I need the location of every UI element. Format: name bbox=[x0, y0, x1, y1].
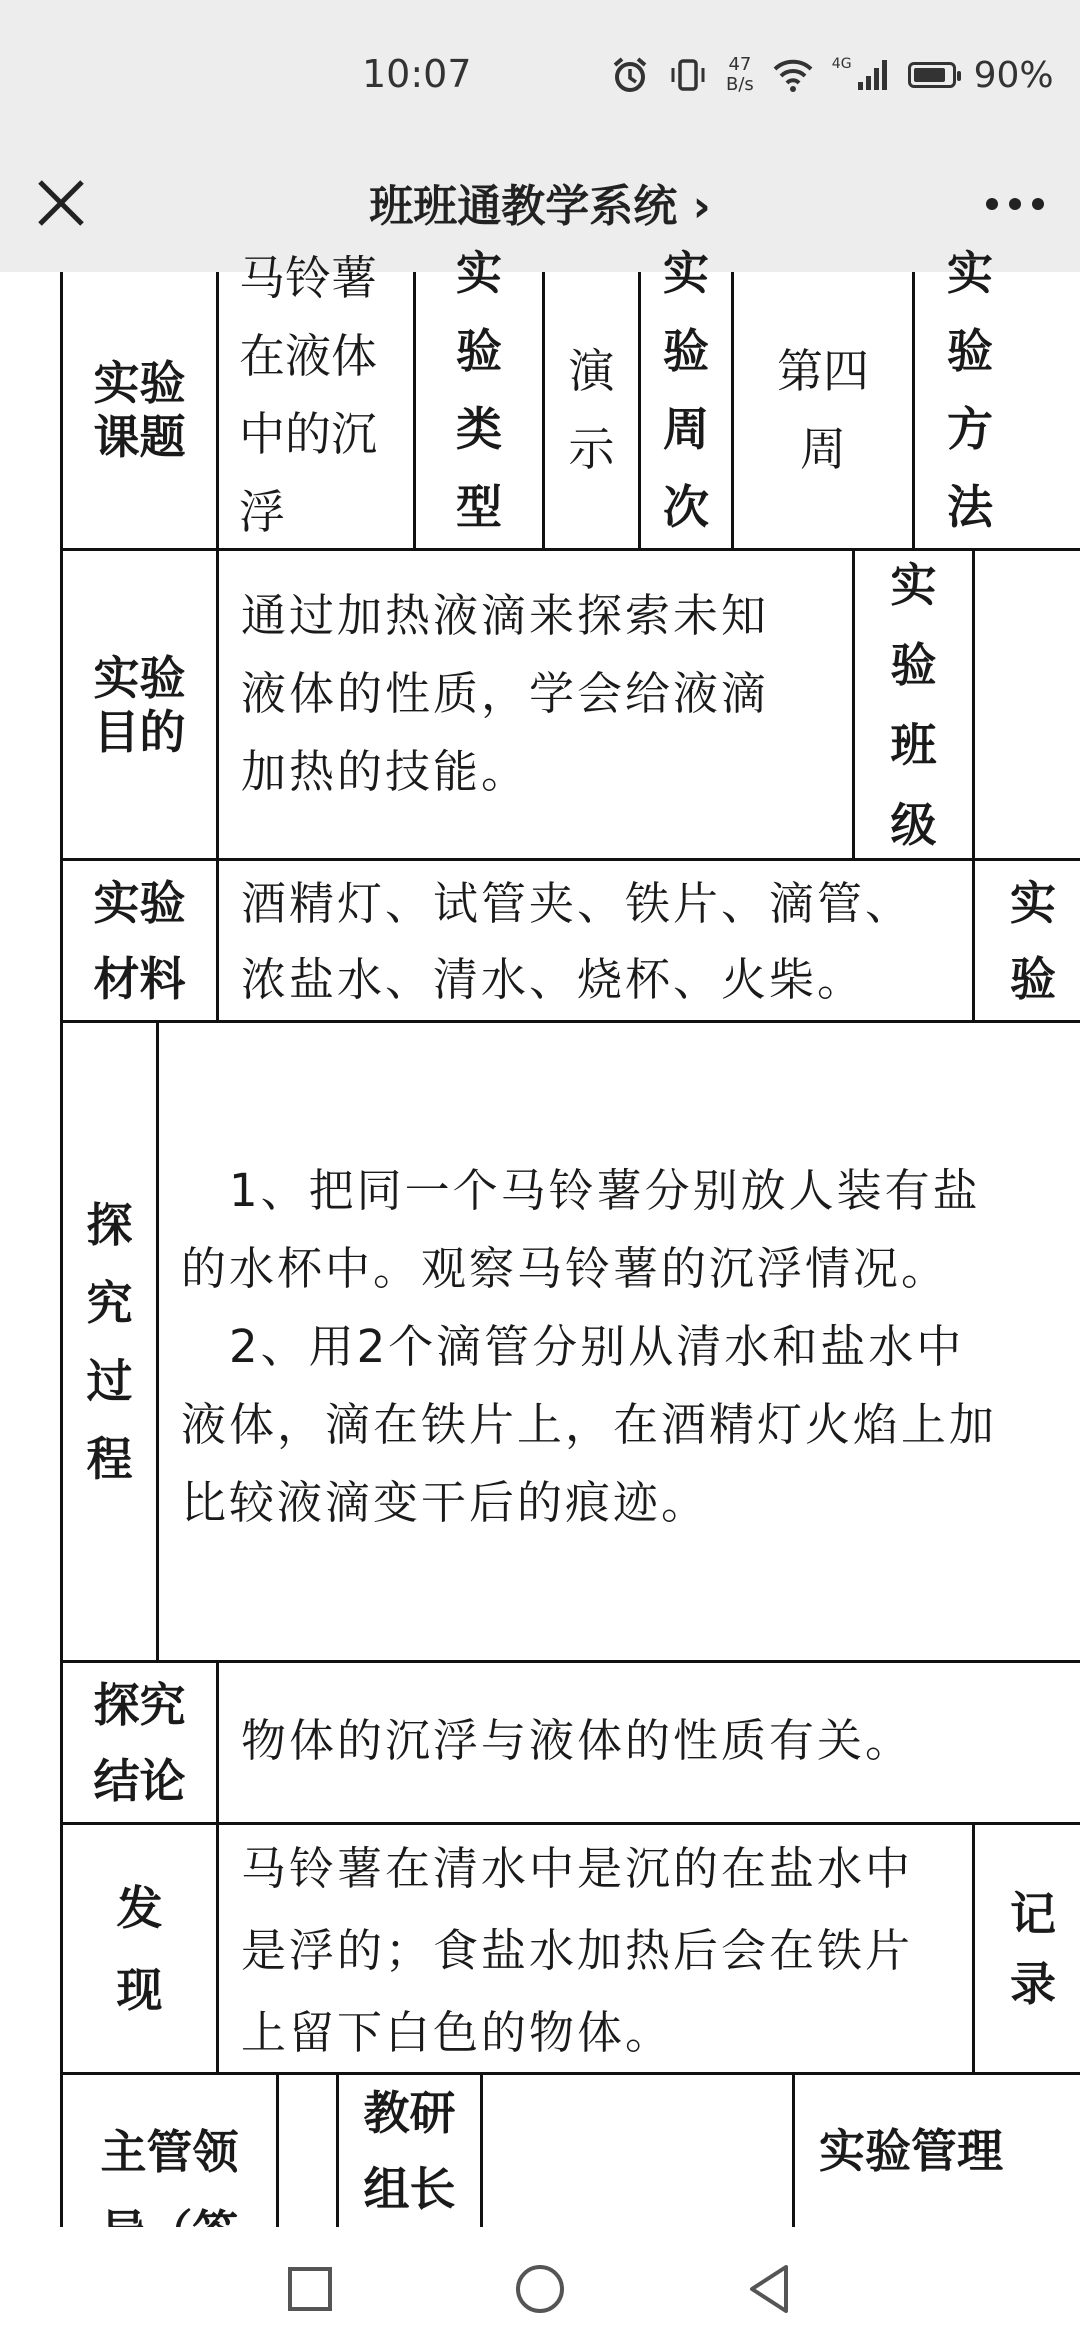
status-time: 10:07 bbox=[362, 52, 472, 96]
purpose-label: 实验 目的 bbox=[93, 650, 186, 759]
navigation-bar bbox=[0, 2227, 1080, 2340]
process-value: 1、把同一个马铃薯分别放人装有盐 的水杯中。观察马铃薯的沉浮情况。 2、用2个滴管分别从清水和盐水中 液体，滴在铁片上，在酒精灯火焰上加 比较液滴变干后的痕迹。 bbox=[181, 1164, 998, 1529]
page-title[interactable]: 班班通教学系统 › bbox=[369, 181, 711, 232]
home-icon[interactable] bbox=[510, 2259, 570, 2319]
materials-value: 酒精灯、试管夹、铁片、滴管、 浓盐水、清水、烧杯、火柴。 bbox=[241, 877, 914, 1006]
col-divider bbox=[480, 2072, 483, 2227]
network-type: 4G bbox=[831, 56, 852, 72]
process-label: 探 究 过 程 bbox=[86, 1197, 133, 1486]
back-icon[interactable] bbox=[740, 2259, 800, 2319]
method-label: 实 验 方 法 bbox=[947, 246, 993, 534]
materials-extra-label: 实 验 bbox=[1010, 875, 1056, 1006]
materials-label: 实验 材料 bbox=[93, 875, 186, 1006]
finding-label: 发 现 bbox=[116, 1880, 163, 2017]
week-label: 实 验 周 次 bbox=[663, 246, 709, 534]
type-label: 实 验 类 型 bbox=[456, 246, 502, 534]
document-table[interactable] bbox=[0, 246, 1080, 2227]
type-value: 演 示 bbox=[568, 344, 615, 476]
manager-label: 实验管理 bbox=[819, 2124, 1003, 2178]
topic-value: 马铃薯 在液体 中的沉 浮 bbox=[239, 251, 377, 539]
signal-icon bbox=[856, 58, 890, 92]
finding-value: 马铃薯在清水中是沉的在盐水中 是浮的；食盐水加热后会在铁片 上留下白色的物体。 bbox=[241, 1842, 914, 2059]
alarm-icon bbox=[610, 55, 650, 95]
class-label: 实 验 班 级 bbox=[890, 557, 937, 852]
conclusion-label: 探究 结论 bbox=[93, 1677, 186, 1808]
col-divider bbox=[972, 1822, 975, 2072]
status-icons bbox=[610, 50, 1054, 100]
topic-label: 实验 课题 bbox=[93, 356, 186, 464]
status-bar bbox=[0, 0, 1080, 150]
finding-extra-label: 记 录 bbox=[1010, 1886, 1056, 2011]
col-divider bbox=[276, 2072, 279, 2227]
battery-icon bbox=[908, 62, 956, 88]
recent-apps-icon[interactable] bbox=[280, 2259, 340, 2319]
leader-label: 主管领 bbox=[100, 2125, 239, 2179]
more-options-icon[interactable] bbox=[980, 174, 1050, 234]
wifi-icon bbox=[772, 57, 814, 93]
week-value: 第四 周 bbox=[777, 344, 869, 476]
col-divider bbox=[972, 858, 975, 1020]
col-divider bbox=[972, 548, 975, 858]
row-divider bbox=[60, 1020, 1080, 1023]
conclusion-value: 物体的沉浮与液体的性质有关。 bbox=[241, 1714, 914, 1767]
network-speed: 47 B/s bbox=[726, 54, 754, 95]
group-leader-label: 教研 组长 bbox=[363, 2086, 456, 2216]
vibrate-icon bbox=[668, 55, 708, 95]
battery-percent: 90% bbox=[973, 54, 1054, 96]
purpose-value: 通过加热液滴来探索未知 液体的性质，学会给液滴 加热的技能。 bbox=[241, 589, 770, 798]
